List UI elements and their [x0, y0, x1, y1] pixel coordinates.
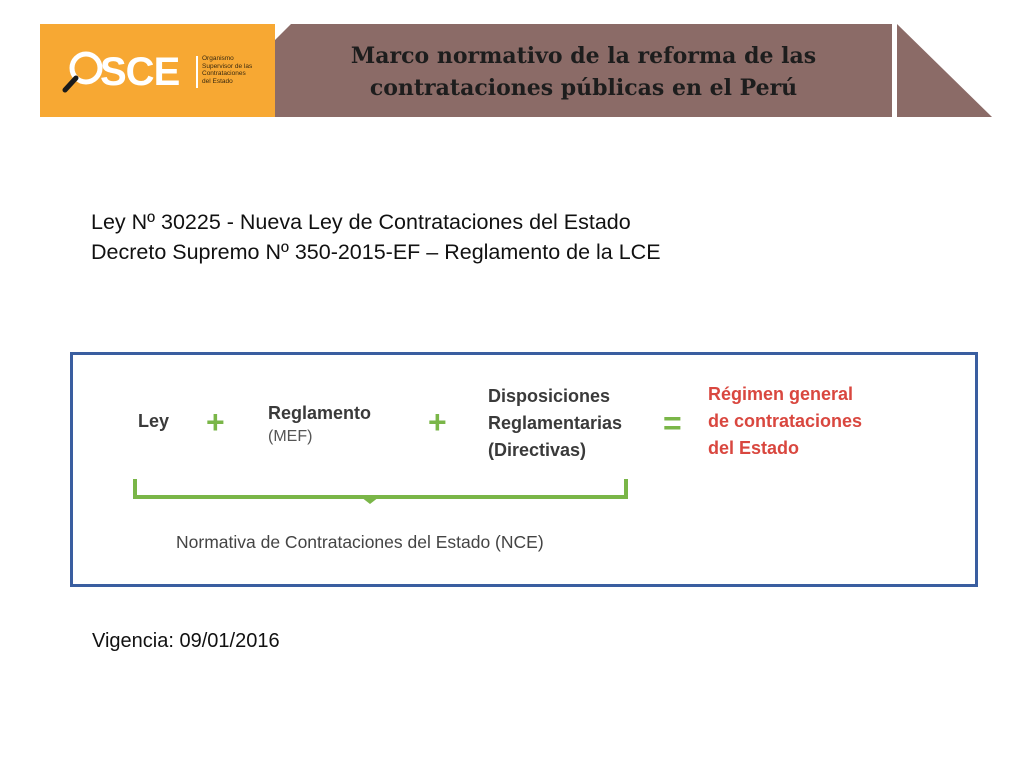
result-line-3: del Estado	[708, 438, 800, 458]
slide-title-line-2: contrataciones públicas en el Perú	[369, 75, 798, 101]
plus-icon: +	[428, 404, 447, 440]
laws-list	[91, 207, 661, 267]
term-reglamento-label: Reglamento	[268, 403, 372, 423]
title-fold-corner	[275, 24, 291, 40]
nce-label: Normativa de Contrataciones del Estado (NCE)	[176, 532, 544, 552]
term-disposiciones-line-2: Reglamentarias	[488, 413, 623, 433]
slide-title-bar	[275, 24, 892, 117]
term-disposiciones-line-1: Disposiciones	[488, 386, 611, 406]
plus-icon: +	[206, 404, 225, 440]
term-reglamento-sub: (MEF)	[268, 428, 313, 445]
equals-icon: =	[663, 405, 682, 441]
logo-divider	[196, 56, 198, 88]
term-reglamento	[268, 401, 371, 449]
result-line-1: Régimen general	[708, 384, 854, 404]
nce-bracket	[133, 477, 633, 507]
law-item-ley-30225: Ley Nº 30225 - Nueva Ley de Contrataciones del Estado	[91, 210, 631, 234]
result-line-2: de contrataciones	[708, 411, 863, 431]
logo-org-text: Organismo Supervisor de las Contrataciones del Estado	[202, 55, 253, 85]
term-disposiciones-line-3: (Directivas)	[488, 440, 587, 460]
slide-title-line-1: Marco normativo de la reforma de las	[350, 43, 817, 69]
normative-diagram	[70, 352, 978, 587]
term-disposiciones	[488, 383, 622, 464]
header-corner-decoration	[897, 24, 994, 117]
slide-title	[275, 40, 892, 104]
result-regimen-general	[708, 381, 862, 462]
law-item-decreto-supremo: Decreto Supremo Nº 350-2015-EF – Reglamento de la LCE	[91, 240, 661, 264]
osce-logo	[40, 24, 275, 117]
term-ley: Ley	[138, 411, 170, 431]
logo-brand-text: SCE	[100, 50, 180, 94]
vigencia-date: Vigencia: 09/01/2016	[92, 630, 280, 652]
